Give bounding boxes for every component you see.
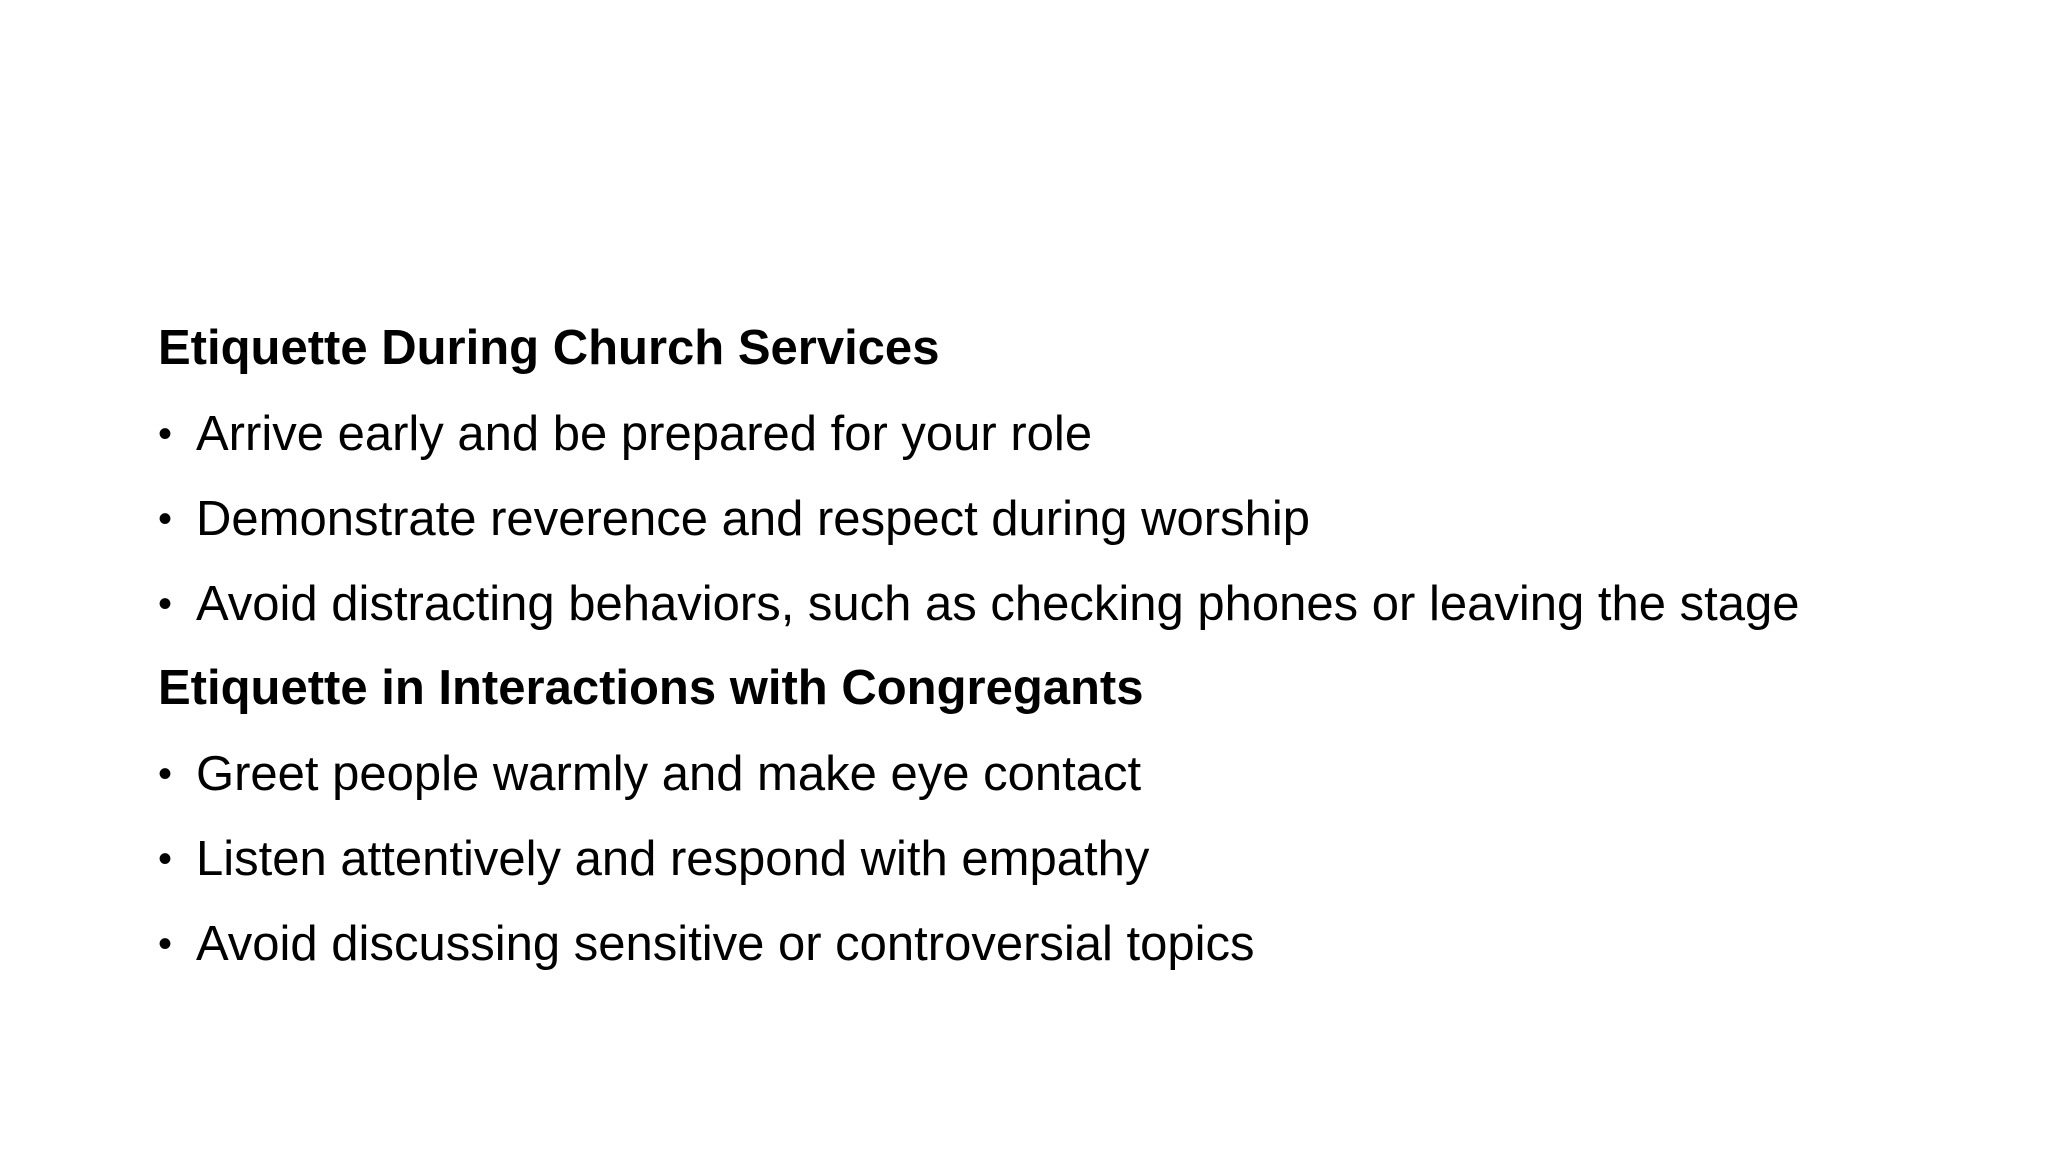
bullet-icon: • xyxy=(158,752,173,796)
section-heading: Etiquette in Interactions with Congregants xyxy=(158,661,1144,715)
bullet-item xyxy=(158,573,1898,635)
bullet-text: Greet people warmly and make eye contact xyxy=(196,747,1142,801)
bullet-icon: • xyxy=(158,412,173,456)
bullet-text: Demonstrate reverence and respect during worship xyxy=(196,492,1310,546)
bullet-item xyxy=(158,488,1898,550)
bullet-icon: • xyxy=(158,497,173,541)
bullet-item xyxy=(158,403,1898,465)
bullet-text: Avoid distracting behaviors, such as checking phones or leaving the stage xyxy=(196,577,1800,631)
section-church-services xyxy=(158,318,1898,635)
section-congregant-interactions xyxy=(158,658,1898,975)
bullet-icon: • xyxy=(158,837,173,881)
section-heading: Etiquette During Church Services xyxy=(158,321,940,375)
bullet-list xyxy=(158,743,1898,975)
slide-body xyxy=(158,318,1898,998)
bullet-item xyxy=(158,828,1898,890)
bullet-item xyxy=(158,913,1898,975)
bullet-icon: • xyxy=(158,922,173,966)
bullet-text: Arrive early and be prepared for your role xyxy=(196,407,1093,461)
bullet-icon: • xyxy=(158,582,173,626)
bullet-list xyxy=(158,403,1898,635)
bullet-text: Avoid discussing sensitive or controversial topics xyxy=(196,917,1255,971)
bullet-item xyxy=(158,743,1898,805)
bullet-text: Listen attentively and respond with empathy xyxy=(196,832,1150,886)
